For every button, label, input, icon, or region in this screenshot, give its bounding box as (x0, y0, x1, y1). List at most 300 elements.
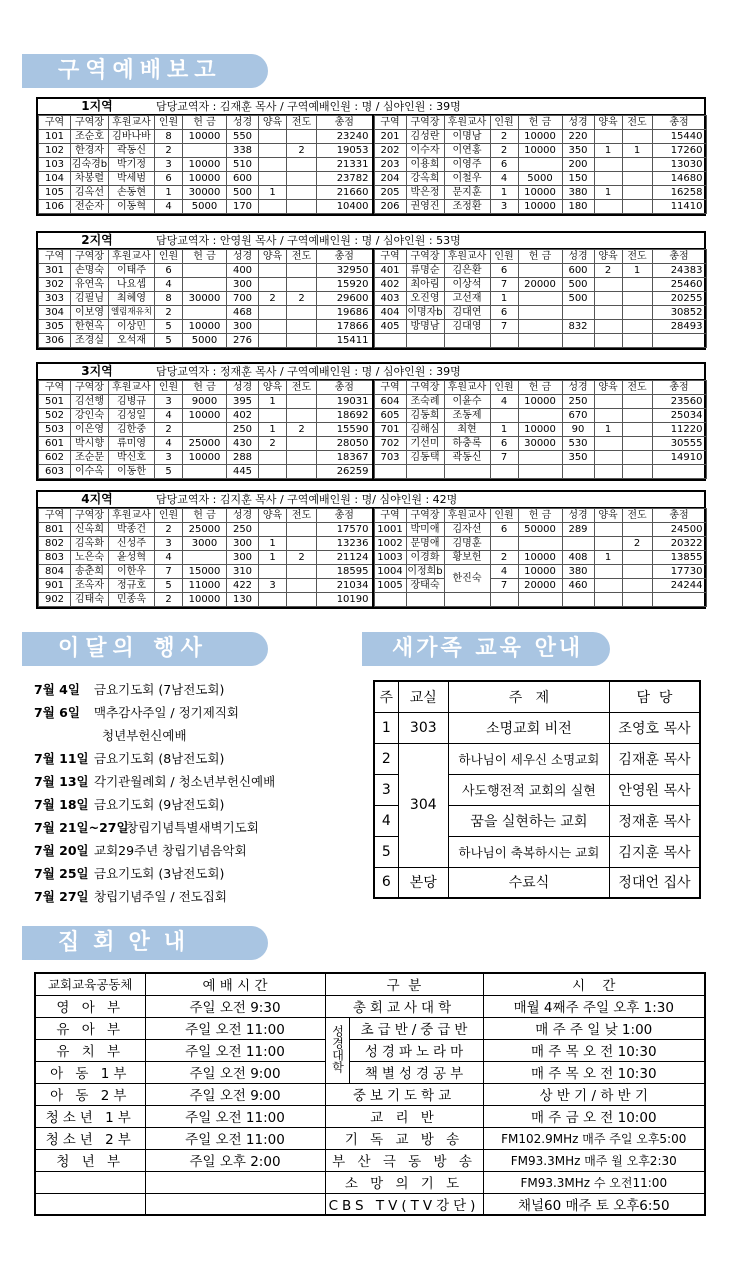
cell-teacher: 최현 (444, 423, 490, 437)
cell-nurture (594, 278, 622, 292)
col-header-total: 총점 (317, 250, 373, 264)
event-item (34, 885, 364, 908)
cell-total: 23240 (317, 130, 373, 144)
cell-offering: 30000 (518, 437, 562, 451)
cell-nurture: 1 (594, 186, 622, 200)
col-header-bible: 성경 (227, 509, 259, 523)
table-row (374, 130, 706, 144)
cell-nurture (259, 465, 287, 479)
cell-evangelism: 1 (622, 264, 652, 278)
event-item (34, 747, 364, 770)
cell-offering: 10000 (518, 565, 562, 579)
cell-evangelism (287, 565, 317, 579)
table-row (39, 172, 373, 186)
cell-teacher: 문지훈 (444, 186, 490, 200)
cell-offering: 10000 (183, 451, 227, 465)
cell-offering (518, 537, 562, 551)
cell-nurture: 1 (594, 423, 622, 437)
cell-leader: 김필님 (71, 292, 109, 306)
cell-offering: 10000 (518, 423, 562, 437)
cell-teacher (444, 465, 490, 479)
cell-total: 23782 (317, 172, 373, 186)
cell-total: 15411 (317, 334, 373, 348)
edu-header-leader: 담 당 (609, 681, 700, 712)
cell-count: 3 (155, 451, 183, 465)
cell-evangelism (287, 264, 317, 278)
cell-bible: 200 (562, 158, 594, 172)
meet-header-row (35, 973, 705, 995)
cell-evangelism (287, 334, 317, 348)
cell-bible (562, 334, 594, 348)
cell-district: 801 (39, 523, 71, 537)
cell-bible: 130 (227, 593, 259, 607)
region-tables (38, 380, 704, 479)
cell-district: 103 (39, 158, 71, 172)
cell-total: 23560 (652, 395, 706, 409)
meet-category: CBS TV(TV강단) (325, 1193, 483, 1215)
cell-nurture (259, 144, 287, 158)
cell-count: 5 (155, 320, 183, 334)
edu-leader: 안영원 목사 (609, 774, 700, 805)
table-row (374, 186, 706, 200)
col-header-offering: 헌 금 (518, 250, 562, 264)
cell-district: 206 (374, 200, 406, 214)
meet-service-time: 주일 오전 11:00 (145, 1105, 325, 1127)
cell-leader: 송춘희 (71, 565, 109, 579)
cell-leader: 이수옥 (71, 465, 109, 479)
cell-count: 2 (490, 144, 518, 158)
edu-topic: 사도행전적 교회의 실현 (448, 774, 609, 805)
cell-total: 15590 (317, 423, 373, 437)
cell-teacher: 박신호 (109, 451, 155, 465)
table-row (39, 130, 373, 144)
table-row (374, 423, 706, 437)
col-header-teacher: 후원교사 (109, 509, 155, 523)
cell-total: 21124 (317, 551, 373, 565)
cell-bible: 600 (227, 172, 259, 186)
cell-nurture (259, 320, 287, 334)
meet-title-banner (22, 926, 268, 960)
cell-count: 7 (155, 565, 183, 579)
cell-bible: 530 (562, 437, 594, 451)
cell-nurture (594, 523, 622, 537)
meet-category: 부 산 극 동 방 송 (325, 1149, 483, 1171)
cell-total: 17260 (652, 144, 706, 158)
cell-evangelism (287, 465, 317, 479)
cell-evangelism (622, 306, 652, 320)
meet-schedule-time: 상 반 기 / 하 반 기 (483, 1083, 705, 1105)
cell-total (652, 593, 706, 607)
table-row (374, 334, 706, 348)
cell-district (374, 334, 406, 348)
col-header-evangelism: 전도 (622, 381, 652, 395)
cell-teacher: 김대연 (444, 306, 490, 320)
cell-evangelism (622, 200, 652, 214)
cell-bible (562, 306, 594, 320)
cell-count: 3 (155, 395, 183, 409)
cell-total: 19053 (317, 144, 373, 158)
region-info: 담당교역자 : 김지훈 목사 / 구역예배인원 : 명/ 심야인원 : 42명 (156, 493, 458, 506)
cell-offering: 5000 (183, 200, 227, 214)
cell-total: 11410 (652, 200, 706, 214)
cell-nurture (594, 320, 622, 334)
event-item (34, 724, 364, 747)
cell-bible: 220 (562, 130, 594, 144)
cell-nurture (594, 395, 622, 409)
cell-bible: 700 (227, 292, 259, 306)
meet-row (35, 1105, 705, 1127)
cell-count: 4 (155, 200, 183, 214)
cell-teacher: 신성주 (109, 537, 155, 551)
cell-evangelism (622, 158, 652, 172)
cell-evangelism (287, 593, 317, 607)
cell-teacher: 이동한 (109, 465, 155, 479)
cell-evangelism (287, 278, 317, 292)
cell-bible: 550 (227, 130, 259, 144)
cell-bible: 250 (562, 395, 594, 409)
cell-nurture (259, 130, 287, 144)
event-text: 금요기도회 (7남전도회) (94, 682, 225, 697)
meet-service-time: 주일 오전 9:00 (145, 1083, 325, 1105)
cell-bible: 500 (227, 186, 259, 200)
cell-total: 20255 (652, 292, 706, 306)
region-table-header-row (374, 116, 706, 130)
new-family-edu-table (373, 680, 701, 899)
cell-leader: 신옥희 (71, 523, 109, 537)
cell-nurture (594, 172, 622, 186)
cell-nurture (594, 537, 622, 551)
table-row (374, 200, 706, 214)
cell-teacher: 김대영 (444, 320, 490, 334)
cell-evangelism (622, 409, 652, 423)
bible-college-label (325, 1017, 349, 1083)
cell-leader: 김해심 (406, 423, 444, 437)
cell-bible: 300 (227, 320, 259, 334)
region-table-right (374, 249, 707, 348)
col-header-district: 구역 (374, 509, 406, 523)
cell-leader: 조옥자 (71, 579, 109, 593)
col-header-offering: 헌 금 (183, 381, 227, 395)
cell-count: 2 (155, 306, 183, 320)
cell-total: 15440 (652, 130, 706, 144)
cell-evangelism (622, 395, 652, 409)
cell-leader: 조숙례 (406, 395, 444, 409)
cell-count: 2 (155, 523, 183, 537)
cell-leader (406, 334, 444, 348)
cell-evangelism (622, 465, 652, 479)
cell-district: 403 (374, 292, 406, 306)
cell-evangelism (622, 579, 652, 593)
event-date: 7월 18일 (34, 797, 89, 812)
cell-total: 10190 (317, 593, 373, 607)
cell-district: 204 (374, 172, 406, 186)
edu-leader: 김재훈 목사 (609, 743, 700, 774)
cell-district: 802 (39, 537, 71, 551)
col-header-total: 총점 (317, 509, 373, 523)
region-block (36, 231, 706, 350)
table-row (39, 423, 373, 437)
cell-total: 18367 (317, 451, 373, 465)
cell-total: 28050 (317, 437, 373, 451)
cell-leader: 노은숙 (71, 551, 109, 565)
edu-leader: 김지훈 목사 (609, 836, 700, 867)
meet-dept: 아 동 2부 (35, 1083, 145, 1105)
cell-nurture (259, 306, 287, 320)
region-header (38, 364, 704, 380)
cell-bible: 400 (227, 264, 259, 278)
cell-leader: 류명순 (406, 264, 444, 278)
cell-count: 6 (155, 264, 183, 278)
event-text: 금요기도회 (9남전도회) (94, 797, 225, 812)
cell-nurture (259, 523, 287, 537)
table-row (39, 144, 373, 158)
cell-total: 29600 (317, 292, 373, 306)
event-item (34, 701, 364, 724)
region-name: 4지역 (81, 492, 113, 506)
cell-bible: 310 (227, 565, 259, 579)
cell-count: 6 (490, 437, 518, 451)
meet-dept: 청소년 2부 (35, 1127, 145, 1149)
edu-row (374, 712, 700, 743)
meet-row (35, 1039, 705, 1061)
cell-leader: 이경화 (406, 551, 444, 565)
table-row (374, 437, 706, 451)
col-header-district: 구역 (39, 509, 71, 523)
col-header-count: 인원 (155, 116, 183, 130)
col-header-bible: 성경 (562, 381, 594, 395)
cell-evangelism (622, 437, 652, 451)
cell-district: 1002 (374, 537, 406, 551)
meet-dept: 유 치 부 (35, 1039, 145, 1061)
cell-district: 105 (39, 186, 71, 200)
edu-header-week: 주 (374, 681, 398, 712)
col-header-bible: 성경 (227, 250, 259, 264)
meet-schedule-time: 매 주 금 오 전 10:00 (483, 1105, 705, 1127)
cell-district (374, 465, 406, 479)
edu-row (374, 743, 700, 774)
cell-teacher (444, 593, 490, 607)
cell-district: 803 (39, 551, 71, 565)
region-table-left (38, 380, 374, 479)
col-header-bible: 성경 (562, 509, 594, 523)
table-row (39, 278, 373, 292)
edu-week: 3 (374, 774, 398, 805)
cell-offering: 20000 (518, 278, 562, 292)
cell-count: 8 (155, 130, 183, 144)
cell-offering: 10000 (183, 593, 227, 607)
cell-evangelism (287, 200, 317, 214)
meet-schedule-time: FM102.9MHz 매주 주일 오후5:00 (483, 1127, 705, 1149)
cell-district: 303 (39, 292, 71, 306)
cell-teacher: 손동현 (109, 186, 155, 200)
cell-district: 702 (374, 437, 406, 451)
event-text: 금요기도회 (3남전도회) (94, 866, 225, 881)
cell-offering: 30000 (183, 292, 227, 306)
cell-offering (518, 320, 562, 334)
table-row (39, 320, 373, 334)
region-table-left (38, 508, 374, 607)
col-header-district: 구역 (39, 116, 71, 130)
meet-schedule-time: 매 주 목 오 전 10:30 (483, 1061, 705, 1083)
region-table-header-row (39, 250, 373, 264)
cell-nurture (259, 200, 287, 214)
events-list (34, 678, 364, 908)
cell-nurture (259, 264, 287, 278)
meet-schedule-time: 채널60 매주 토 오후6:50 (483, 1193, 705, 1215)
cell-count: 6 (490, 158, 518, 172)
cell-teacher: 김한중 (109, 423, 155, 437)
cell-nurture (594, 465, 622, 479)
cell-bible: 276 (227, 334, 259, 348)
cell-leader: 강옥희 (406, 172, 444, 186)
edu-header-room: 교실 (398, 681, 448, 712)
cell-teacher: 조정환 (444, 200, 490, 214)
col-header-offering: 헌 금 (183, 509, 227, 523)
meet-category: 중보기도학교 (325, 1083, 483, 1105)
cell-count: 6 (490, 306, 518, 320)
cell-evangelism (622, 186, 652, 200)
cell-count: 1 (155, 186, 183, 200)
cell-total: 18595 (317, 565, 373, 579)
cell-leader: 박시향 (71, 437, 109, 451)
table-row (374, 395, 706, 409)
edu-room: 303 (398, 712, 448, 743)
cell-count: 4 (490, 172, 518, 186)
cell-leader: 유연옥 (71, 278, 109, 292)
cell-evangelism (622, 451, 652, 465)
cell-offering: 10000 (183, 130, 227, 144)
cell-count: 4 (155, 278, 183, 292)
region-table-header-row (374, 381, 706, 395)
cell-bible: 402 (227, 409, 259, 423)
col-header-district: 구역 (374, 250, 406, 264)
cell-district: 502 (39, 409, 71, 423)
col-header-teacher: 후원교사 (444, 250, 490, 264)
cell-teacher: 류미영 (109, 437, 155, 451)
cell-bible: 288 (227, 451, 259, 465)
cell-count: 2 (155, 423, 183, 437)
table-row (39, 551, 373, 565)
meet-schedule-time: 매월 4째주 주일 오후 1:30 (483, 995, 705, 1017)
meet-row (35, 1127, 705, 1149)
cell-nurture: 1 (594, 144, 622, 158)
cell-leader: 권영진 (406, 200, 444, 214)
cell-count (490, 593, 518, 607)
cell-leader: 한경자 (71, 144, 109, 158)
col-header-teacher: 후원교사 (109, 250, 155, 264)
cell-evangelism (287, 158, 317, 172)
cell-total: 28493 (652, 320, 706, 334)
cell-district: 401 (374, 264, 406, 278)
cell-district: 1005 (374, 579, 406, 593)
cell-total: 17570 (317, 523, 373, 537)
cell-total: 10400 (317, 200, 373, 214)
meet-service-time: 주일 오후 2:00 (145, 1149, 325, 1171)
col-header-evangelism: 전도 (622, 509, 652, 523)
cell-bible: 430 (227, 437, 259, 451)
cell-nurture: 1 (594, 551, 622, 565)
cell-leader: 전순자 (71, 200, 109, 214)
event-text: 창립기념특별새벽기도회 (126, 820, 259, 835)
event-item (34, 678, 364, 701)
meet-row (35, 995, 705, 1017)
meet-category: 기 독 교 방 송 (325, 1127, 483, 1149)
event-date: 7월 21일~27일 (34, 820, 129, 835)
table-row (39, 306, 373, 320)
cell-teacher: 나요셉 (109, 278, 155, 292)
cell-count (490, 465, 518, 479)
col-header-bible: 성경 (562, 116, 594, 130)
table-row (39, 292, 373, 306)
cell-teacher: 한진숙 (444, 565, 490, 593)
cell-district: 205 (374, 186, 406, 200)
event-date: 7월 6일 (34, 705, 80, 720)
cell-bible: 289 (562, 523, 594, 537)
cell-teacher: 김명훈 (444, 537, 490, 551)
edu-topic: 하나님이 세우신 소명교회 (448, 743, 609, 774)
cell-total: 17866 (317, 320, 373, 334)
cell-count: 7 (490, 278, 518, 292)
cell-count: 4 (155, 437, 183, 451)
meet-service-time: 주일 오전 9:00 (145, 1061, 325, 1083)
meet-category: 총회교사대학 (325, 995, 483, 1017)
cell-nurture (594, 292, 622, 306)
cell-offering (518, 465, 562, 479)
cell-teacher: 곽동신 (109, 144, 155, 158)
cell-evangelism (287, 409, 317, 423)
event-date: 7월 20일 (34, 843, 89, 858)
cell-district: 604 (374, 395, 406, 409)
event-text: 청년부헌신예배 (102, 728, 187, 743)
cell-teacher: 정규호 (109, 579, 155, 593)
table-row (39, 158, 373, 172)
col-header-bible: 성경 (562, 250, 594, 264)
meet-dept: 유 아 부 (35, 1017, 145, 1039)
col-header-nurture: 양육 (259, 381, 287, 395)
cell-teacher: 이연홍 (444, 144, 490, 158)
cell-bible: 460 (562, 579, 594, 593)
cell-total: 13030 (652, 158, 706, 172)
meet-schedule-time: 매 주 주 일 낮 1:00 (483, 1017, 705, 1039)
cell-nurture (259, 278, 287, 292)
col-header-total: 총점 (317, 381, 373, 395)
cell-teacher: 곽동신 (444, 451, 490, 465)
cell-nurture: 1 (259, 537, 287, 551)
col-header-total: 총점 (652, 250, 706, 264)
cell-bible: 170 (227, 200, 259, 214)
event-item (34, 816, 364, 839)
cell-evangelism (622, 565, 652, 579)
cell-bible: 670 (562, 409, 594, 423)
table-row (39, 334, 373, 348)
edu-header-topic: 주 제 (448, 681, 609, 712)
cell-nurture (259, 409, 287, 423)
col-header-district: 구역 (374, 116, 406, 130)
cell-count: 1 (490, 292, 518, 306)
cell-count: 3 (155, 158, 183, 172)
cell-evangelism (622, 593, 652, 607)
table-row (39, 186, 373, 200)
cell-teacher: 오석재 (109, 334, 155, 348)
table-row (374, 579, 706, 593)
cell-nurture (259, 593, 287, 607)
cell-evangelism: 2 (287, 551, 317, 565)
cell-district: 104 (39, 172, 71, 186)
table-row (39, 537, 373, 551)
edu-topic: 하나님이 축복하시는 교회 (448, 836, 609, 867)
meet-dept: 청소년 1부 (35, 1105, 145, 1127)
cell-bible: 445 (227, 465, 259, 479)
